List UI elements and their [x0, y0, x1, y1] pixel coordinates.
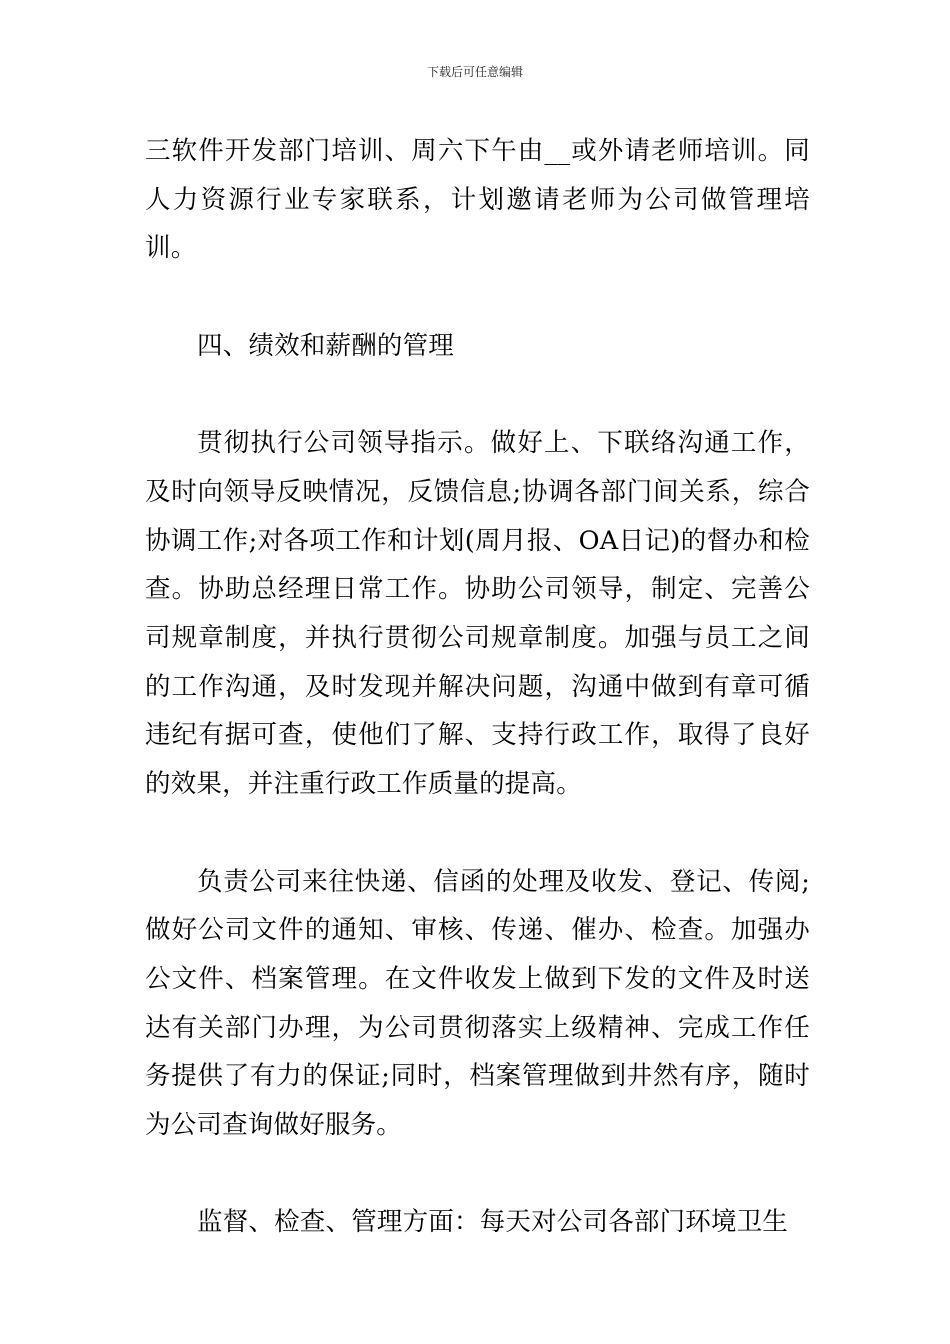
paragraph-gap — [145, 1150, 810, 1199]
document-body — [145, 127, 810, 1247]
paragraph-training-continuation: 三软件开发部门培训、周六下午由__或外请老师培训。同人力资源行业专家联系，计划邀请老师为公司做管理培训。 — [145, 136, 810, 264]
paragraph-gap — [145, 809, 810, 858]
paragraph-document-handling: 负责公司来往快递、信函的处理及收发、登记、传阅;做好公司文件的通知、审核、传递、催办、检查。加强办公文件、档案管理。在文件收发上做到下发的文件及时送达有关部门办理，为公司贯彻落实上级精神、完成工作任务提供了有力的保证;同时，档案管理做到井然有序，随时为公司查询做好服务。 — [145, 866, 810, 1141]
paragraph-gap — [145, 273, 810, 322]
paragraph-supervision-inspection: 监督、检查、管理方面：每天对公司各部门环境卫生 — [197, 1207, 789, 1238]
section-heading-performance-salary: 四、绩效和薪酬的管理 — [197, 330, 455, 361]
paragraph-gap — [145, 371, 810, 420]
paragraph-leadership-instructions: 贯彻执行公司领导指示。做好上、下联络沟通工作，及时向领导反映情况，反馈信息;协调各部门间关系，综合协调工作;对各项工作和计划(周月报、OA日记)的督办和检查。协助总经理日常工作。协助公司领导，制定、完善公司规章制度，并执行贯彻公司规章制度。加强与员工之间的工作沟通，及时发现并解决问题，沟通中做到有章可循违纪有据可查，使他们了解、支持行政工作，取得了良好的效果，并注重行政工作质量的提高。 — [145, 428, 810, 800]
page-header: 下载后可任意编辑 — [426, 65, 523, 79]
